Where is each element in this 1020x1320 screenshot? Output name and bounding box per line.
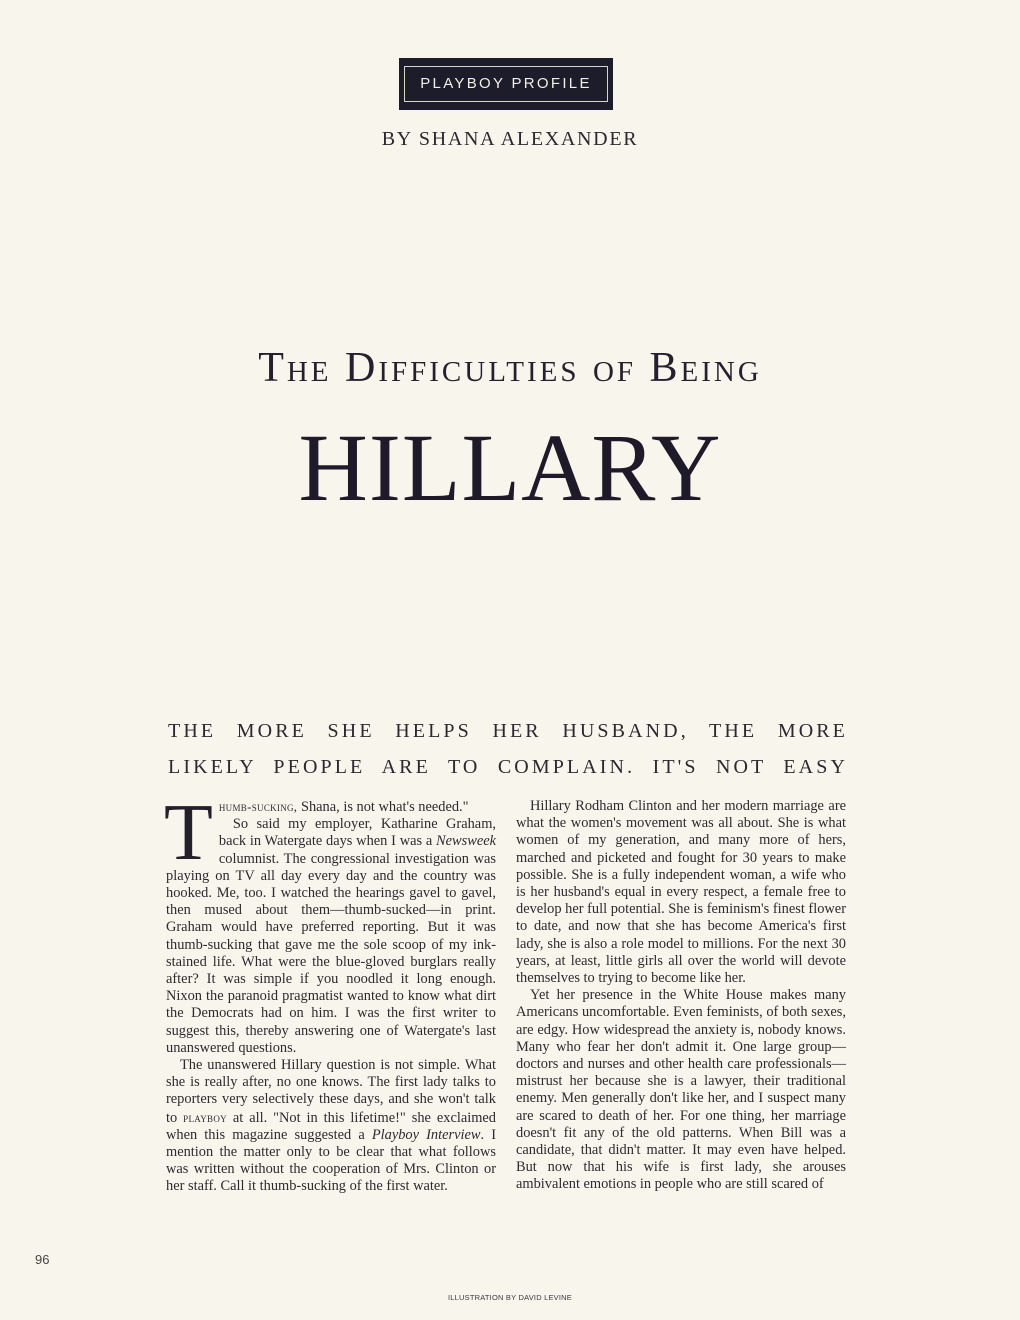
body-column-left bbox=[164, 789, 496, 1196]
byline-prefix: BY bbox=[381, 128, 413, 150]
opening-small-caps: humb-sucking, bbox=[218, 799, 298, 814]
byline bbox=[0, 128, 1020, 151]
paragraph-text: at all. "Not in this lifetime!" she exclaimed when this magazine suggested a bbox=[166, 1109, 496, 1143]
body-column-right bbox=[516, 798, 846, 1194]
section-kicker bbox=[399, 58, 613, 110]
illustration-credit: ILLUSTRATION BY DAVID LEVINE bbox=[448, 1293, 572, 1302]
byline-author: SHANA ALEXANDER bbox=[418, 128, 639, 150]
drop-cap: T bbox=[164, 789, 213, 877]
paragraph-text: So said my employer, Katharine Graham, back in Watergate days when I was a bbox=[218, 816, 496, 850]
small-caps-name: playboy bbox=[183, 1109, 227, 1125]
italic-title: Newsweek bbox=[436, 833, 496, 850]
paragraph-text: Shana, is not what's needed." bbox=[297, 799, 469, 815]
body-paragraph: Yet her presence in the White House makes many Americans uncomfortable. Even feminists, of both sexes, are edgy. How widespread the anxiety is, nobody knows. Many who fear her don't admit it. One large group—doctors and nurses and other health care professionals—mistrust her because she is a lawyer, their traditional enemy. Men generally don't like her, and I suspect many are scared to death of her. For one thing, her marriage doesn't fit any of the old patterns. When Bill was a candidate, that didn't matter. It may even have helped. But now that his wife is first lady, she arouses ambivalent emotions in people who are still scared of bbox=[516, 987, 846, 1193]
paragraph-text: The unanswered Hillary question is not simple. What she is really after, no one knows. The first lady talks to reporters very selectively these days, and she won't talk to bbox=[166, 1057, 496, 1126]
page-number: 96 bbox=[35, 1252, 50, 1267]
title-line: The Difficulties of Being bbox=[258, 345, 762, 391]
paragraph-text: . I mention the matter only to be clear that what follows was written without the cooperation of Mrs. Clinton or her staff. Call it thumb-sucking of the first water. bbox=[166, 1126, 496, 1195]
body-paragraph bbox=[166, 816, 496, 1057]
body-paragraph bbox=[166, 1057, 496, 1196]
kicker-label: PLAYBOY PROFILE bbox=[420, 75, 592, 92]
paragraph-text: columnist. The congressional investigation was playing on TV all day every day and the country was hooked. Me, too. I watched the hearings gavel to gavel, then mused about them—thumb-sucked—in print. Graham would have preferred reporting. But it was thumb-sucking that gave me the sole scoop of my ink-stained life. What were the blue-gloved burglars really after? It was simple if you noodled it long enough. Nixon the paranoid pragmatist wanted to know what dirt the Democrats had on him. I was the first writer to suggest this, thereby answering one of Watergate's last unanswered questions. bbox=[166, 850, 496, 1056]
italic-title: Playboy Interview bbox=[371, 1126, 481, 1143]
body-paragraph: Hillary Rodham Clinton and her modern marriage are what the women's movement was all about. She is what women of my generation, and many more of hers, marched and picketed and fought for 30 years to make possible. She is a fully independent woman, a wife who is her husband's equal in every respect, a female free to develop her full potential. She is feminism's finest flower to date, and now that she has become America's first lady, she is also a role model to millions. For the next 30 years, at least, little girls all over the world will devote themselves to trying to become like her. bbox=[516, 798, 846, 987]
deck: THE MORE SHE HELPS HER HUSBAND, THE MORE LIKELY PEOPLE ARE TO COMPLAIN. IT'S NOT EASY bbox=[168, 720, 848, 778]
headline: HILLARY bbox=[298, 414, 722, 521]
